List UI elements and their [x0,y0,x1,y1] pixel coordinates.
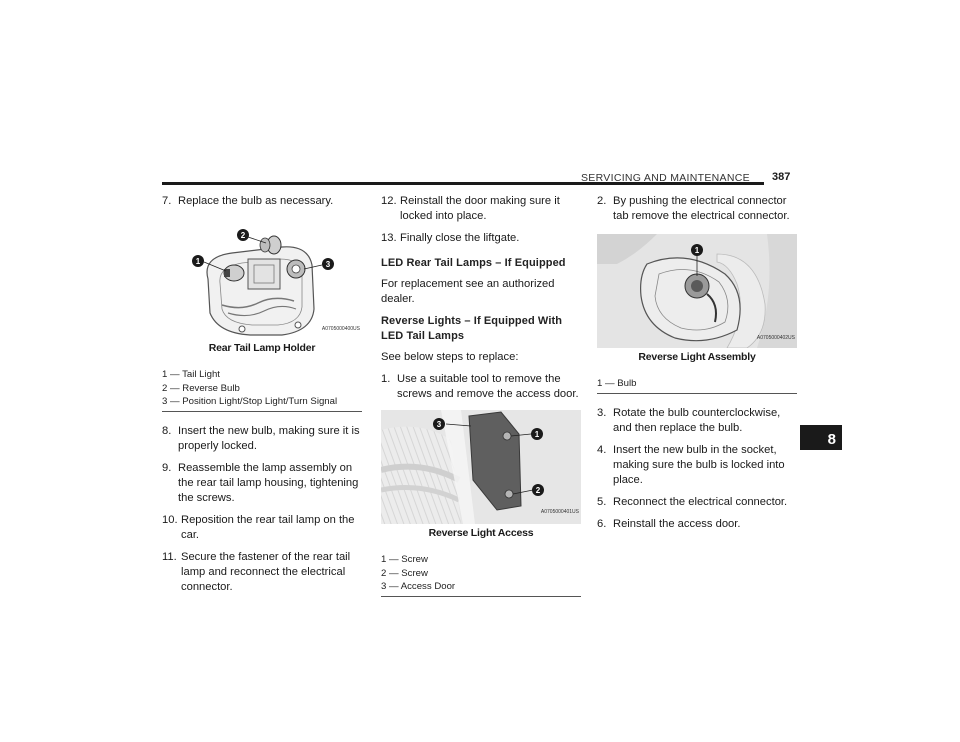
step-number: 3. [597,406,607,419]
legend-item: 1 — Screw [381,554,428,565]
step-number: 5. [597,495,607,508]
callout-1 [192,255,204,267]
step-text: Insert the new bulb in the socket, making sure the bulb is locked into place. [613,443,785,486]
figure-caption: Reverse Light Access [428,527,534,539]
step-number: 1. [381,373,391,385]
step-11 [162,550,362,595]
figure-caption: Reverse Light Assembly [638,351,756,363]
step-number: 13. [381,232,397,244]
step-2 [597,194,797,224]
step-number: 10. [162,513,178,526]
callout-1 [691,244,703,256]
step-text: Reinstall the door making sure it locked into place. [400,195,560,222]
callout-1 [531,428,543,440]
step-12 [381,194,581,224]
step-8 [162,424,362,454]
step-13 [381,231,581,246]
legend-item: 3 — Access Door [381,581,456,592]
column-1 [162,194,362,602]
callout-3 [322,258,334,270]
heading-reverse-lights: Reverse Lights – If Equipped With LED Tail Lamps [381,315,563,342]
step-number: 12. [381,195,397,207]
step-text: Secure the fastener of the rear tail lamp and reconnect the electrical connector. [181,550,351,593]
step-number: 8. [162,424,172,437]
chapter-tab [800,425,842,450]
tail-lamp-holder-illustration [162,217,362,339]
figure-legend [381,553,581,597]
legend-item: 1 — Tail Light [162,369,220,380]
figure-legend [597,377,797,394]
step-text: Use a suitable tool to remove the screws and remove the access door. [397,373,579,400]
legend-item: 2 — Reverse Bulb [162,382,240,394]
step-7 [162,194,362,209]
chapter-tab-label: 8 [827,431,836,448]
legend-item: 2 — Screw [381,567,428,579]
step-number: 9. [162,461,172,474]
step-text: Reinstall the access door. [613,517,741,530]
step-6 [597,517,797,532]
figure-caption: Rear Tail Lamp Holder [208,342,316,354]
step-text: Reconnect the electrical connector. [613,495,788,508]
step-5 [597,495,797,510]
step-number: 6. [597,517,607,530]
figure-legend [162,368,362,412]
step-number: 2. [597,195,607,207]
step-4 [597,443,797,488]
figure-rear-tail-lamp-holder [162,217,362,339]
callout-2 [532,484,544,496]
step-text: Replace the bulb as necessary. [178,195,334,207]
figure-code: A0705000401US [540,509,579,515]
step-number: 7. [162,195,172,207]
page-number: 387 [772,171,791,183]
figure-reverse-light-access [381,410,581,524]
heading-led-rear-tail-lamps: LED Rear Tail Lamps – If Equipped [381,257,566,269]
callout-3 [433,418,445,430]
callout-label: 2 [535,486,541,495]
figure-reverse-light-assembly [597,234,797,348]
step-text: By pushing the electrical connector tab remove the electrical connector. [613,195,790,222]
figure-code: A0705000400US [321,326,360,332]
step-10 [162,513,362,543]
figure-code: A0705000402US [756,335,795,341]
step-number: 11. [162,550,177,563]
step-number: 4. [597,443,607,456]
step-1 [381,372,581,402]
callout-2 [237,229,249,241]
legend-item: 1 — Bulb [597,378,637,389]
callout-label: 1 [195,257,201,266]
step-text: Rotate the bulb counterclockwise, and then replace the bulb. [613,406,781,434]
step-9 [162,461,362,506]
column-2 [381,194,581,609]
callout-label: 2 [240,231,246,240]
legend-item: 3 — Position Light/Stop Light/Turn Signal [162,396,338,407]
callout-label: 3 [325,260,331,269]
callout-label: 1 [534,430,540,439]
column-3 [597,194,797,539]
step-text: Reassemble the lamp assembly on the rear tail lamp housing, tightening the screws. [178,461,359,504]
led-replacement-text: For replacement see an authorized dealer. [381,278,555,305]
intro-text: See below steps to replace: [381,351,519,363]
callout-label: 3 [436,420,442,429]
step-text: Insert the new bulb, making sure it is properly locked. [178,424,360,452]
step-text: Finally close the liftgate. [400,232,520,244]
section-title: SERVICING AND MAINTENANCE [581,172,750,184]
step-text: Reposition the rear tail lamp on the car. [181,513,355,541]
step-3 [597,406,797,436]
callout-label: 1 [694,246,700,255]
